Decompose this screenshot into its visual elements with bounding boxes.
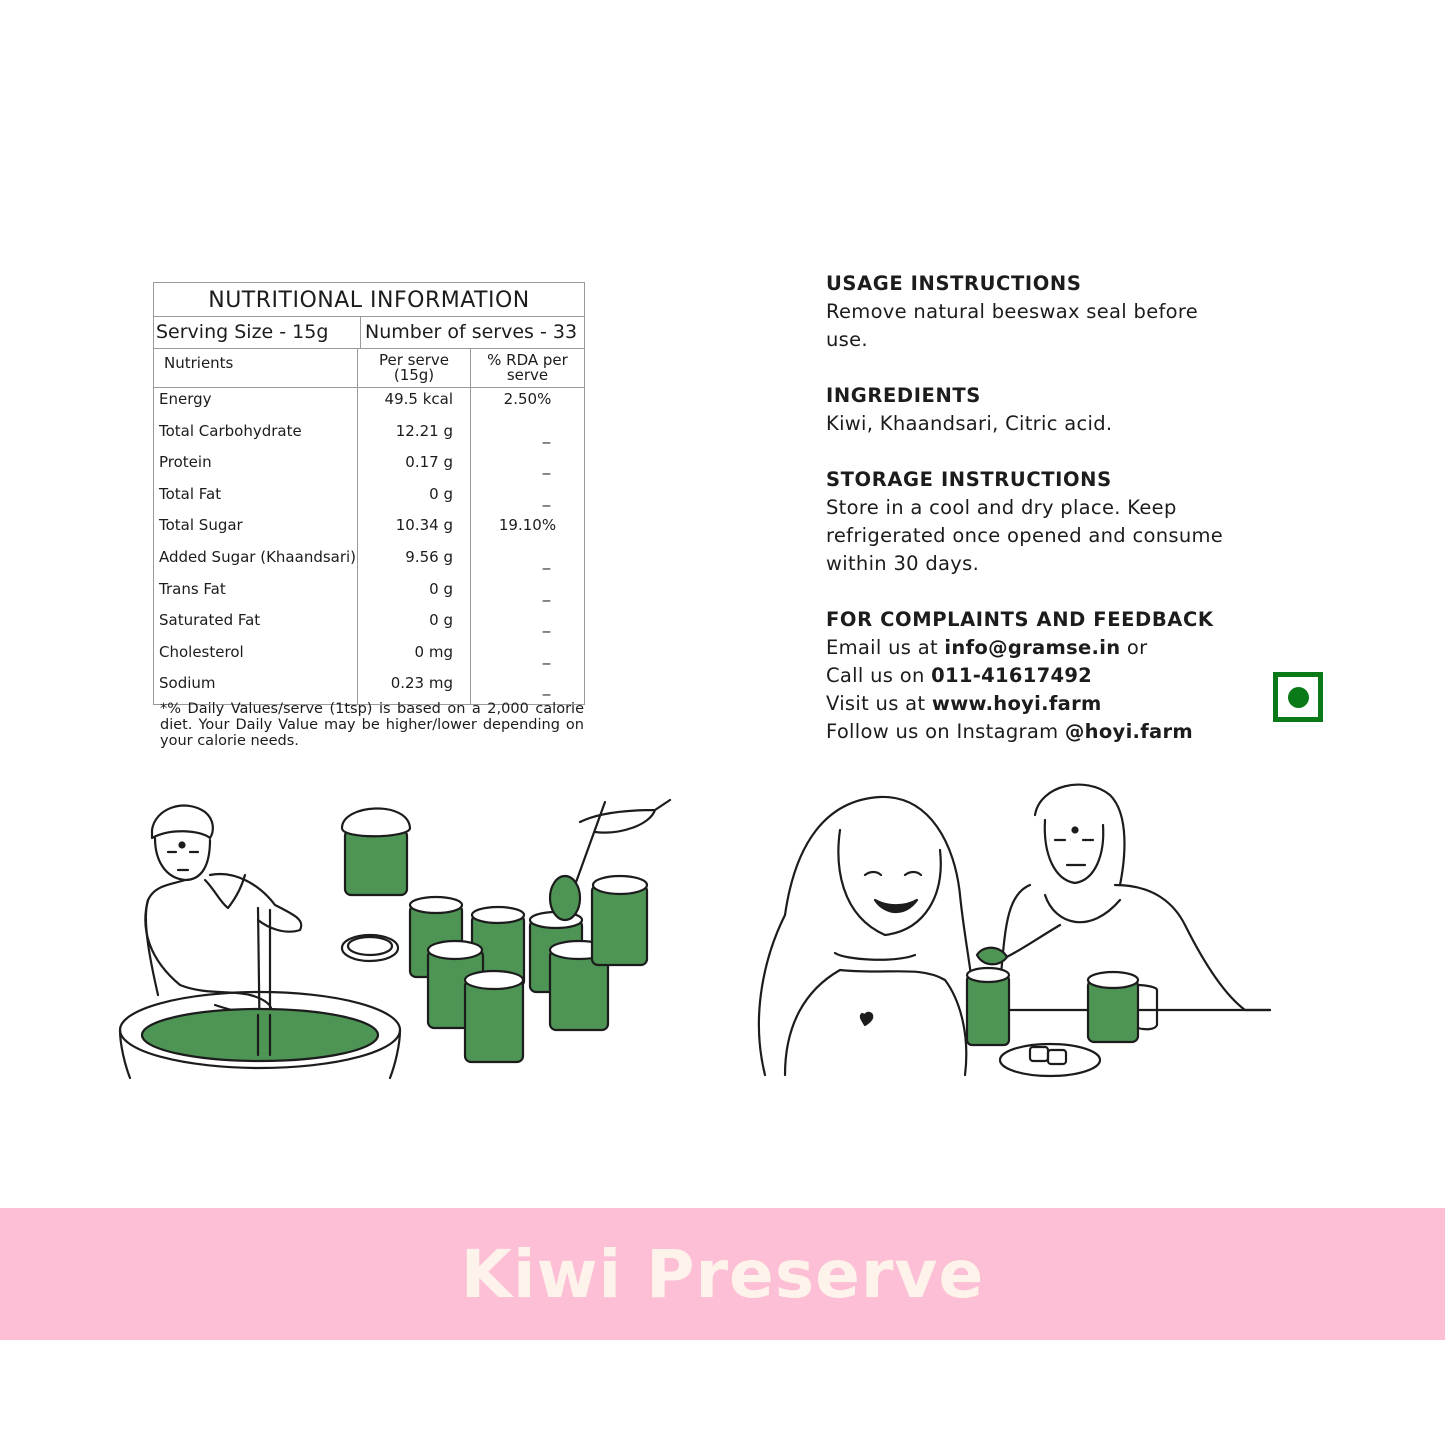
product-info [826, 270, 1246, 746]
header-per-serve [358, 349, 471, 387]
nutrient-name: Added Sugar (Khaandsari) [154, 546, 358, 578]
product-title: Kiwi Preserve [460, 1236, 985, 1313]
nutrient-value: 0 g [358, 578, 471, 610]
feedback-instagram-line [826, 718, 1246, 746]
nutrition-row [154, 451, 584, 483]
nutrition-row [154, 578, 584, 610]
serving-size: Serving Size - 15g [154, 317, 361, 348]
nutrition-rows [154, 388, 584, 704]
nutrition-row [154, 546, 584, 578]
ingredients-text: Kiwi, Khaandsari, Citric acid. [826, 412, 1113, 435]
nutrient-rda: _ [542, 646, 551, 665]
instagram-link[interactable]: @hoyi.farm [1064, 720, 1194, 743]
ingredients-heading: INGREDIENTS [826, 384, 981, 407]
product-banner [0, 1208, 1445, 1340]
phone-number[interactable]: 011-41617492 [931, 664, 1093, 687]
usage-text: Remove natural beeswax seal before use. [826, 300, 1199, 351]
nutrient-rda: _ [542, 457, 551, 476]
tasting-illustration [745, 775, 1275, 1080]
nutrient-name: Saturated Fat [154, 609, 358, 641]
nutrient-name: Trans Fat [154, 578, 358, 610]
nutrient-name: Energy [154, 388, 358, 420]
feedback-heading: FOR COMPLAINTS AND FEEDBACK [826, 608, 1214, 631]
follow-prefix: Follow us on Instagram [826, 720, 1065, 743]
call-prefix: Call us on [826, 664, 932, 687]
nutrient-rda: _ [542, 551, 551, 570]
nutrition-footnote: *% Daily Values/serve (1tsp) is based on a 2,000 calorie diet. Your Daily Value may be higher/lower depending on your calorie needs. [160, 701, 584, 749]
header-rda [471, 349, 584, 387]
nutrient-rda: 2.50% [503, 390, 552, 408]
nutrition-table [153, 282, 585, 705]
storage-heading: STORAGE INSTRUCTIONS [826, 468, 1112, 491]
nutrient-rda: _ [542, 488, 551, 507]
nutrition-title: NUTRITIONAL INFORMATION [154, 283, 584, 317]
visit-prefix: Visit us at [826, 692, 932, 715]
header-rda-line1: % RDA per [487, 351, 568, 369]
vegetarian-mark-dot [1288, 687, 1309, 708]
nutrient-value: 0 mg [358, 641, 471, 673]
nutrient-value: 0 g [358, 609, 471, 641]
website-link[interactable]: www.hoyi.farm [931, 692, 1102, 715]
nutrient-name: Total Fat [154, 483, 358, 515]
nutrient-rda: _ [542, 583, 551, 602]
nutrient-name: Sodium [154, 672, 358, 704]
vegetarian-mark-icon [1273, 672, 1323, 722]
header-per-serve-line2: (15g) [393, 366, 435, 384]
number-of-serves: Number of serves - 33 [365, 321, 578, 343]
nutrient-value: 12.21 g [358, 420, 471, 452]
feedback-email-line [826, 634, 1246, 662]
email-suffix: or [1120, 636, 1148, 659]
nutrient-value: 0.23 mg [358, 672, 471, 704]
nutrition-row [154, 514, 584, 546]
nutrient-value: 0 g [358, 483, 471, 515]
nutrient-name: Total Carbohydrate [154, 420, 358, 452]
nutrient-name: Total Sugar [154, 514, 358, 546]
nutrient-value: 10.34 g [358, 514, 471, 546]
storage-text: Store in a cool and dry place. Keep refrigerated once opened and consume within 30 days. [826, 496, 1224, 575]
nutrition-row [154, 420, 584, 452]
usage-heading: USAGE INSTRUCTIONS [826, 272, 1082, 295]
email-prefix: Email us at [826, 636, 945, 659]
feedback-call-line [826, 662, 1246, 690]
nutrient-rda: _ [542, 425, 551, 444]
header-rda-line2: serve [506, 366, 549, 384]
nutrition-row [154, 483, 584, 515]
nutrient-rda: 19.10% [498, 516, 557, 535]
nutrient-value: 0.17 g [358, 451, 471, 483]
nutrition-header-row [154, 349, 584, 388]
serving-row [154, 317, 584, 349]
nutrition-row [154, 641, 584, 673]
nutrient-rda: _ [542, 615, 551, 634]
nutrient-value: 9.56 g [358, 546, 471, 578]
nutrition-row [154, 672, 584, 704]
email-link[interactable]: info@gramse.in [944, 636, 1121, 659]
feedback-visit-line [826, 690, 1246, 718]
nutrient-name: Protein [154, 451, 358, 483]
header-per-serve-line1: Per serve [379, 351, 449, 369]
header-nutrients: Nutrients [154, 349, 358, 387]
preserve-making-illustration [110, 790, 680, 1085]
nutrient-name: Cholesterol [154, 641, 358, 673]
nutrient-rda: _ [542, 678, 551, 697]
nutrient-value: 49.5 kcal [358, 388, 471, 420]
nutrition-row [154, 388, 584, 420]
nutrition-row [154, 609, 584, 641]
